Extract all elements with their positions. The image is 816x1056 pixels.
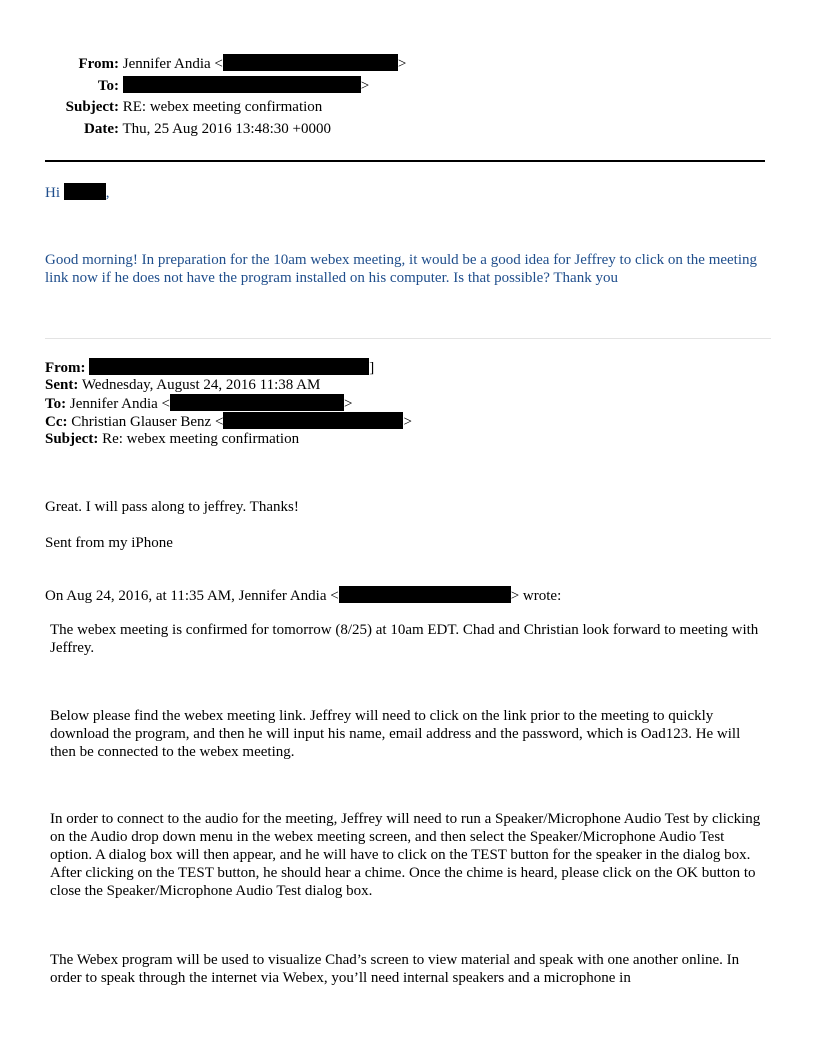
redaction-block: [123, 76, 361, 93]
header-subject: [45, 98, 322, 116]
reply-greeting-line: [45, 183, 110, 202]
header-from-close: >: [397, 56, 407, 72]
header-date-value: Thu, 25 Aug 2016 13:48:30 +0000: [122, 121, 331, 137]
quoted-sent: [45, 376, 320, 394]
redaction-block: [339, 586, 511, 603]
quoted-wrote-pre: On Aug 24, 2016, at 11:35 AM, Jennifer Andia <: [45, 588, 339, 604]
original-paragraph-4: The Webex program will be used to visualize Chad’s screen to view material and speak with one another online. In order to speak through the internet via Webex, you’ll need internal speakers and a microphone in: [50, 952, 740, 986]
quoted-cc-label: Cc:: [45, 414, 68, 430]
header-date: [45, 120, 331, 138]
quoted-cc-name: Christian Glauser Benz <: [71, 414, 224, 430]
redaction-block: [223, 54, 398, 71]
quoted-cc-close: >: [403, 414, 412, 430]
quoted-subject-value: Re: webex meeting confirmation: [102, 431, 300, 447]
header-from-label: From:: [78, 56, 119, 72]
redaction-block: [64, 183, 106, 200]
quoted-to-close: >: [343, 396, 353, 412]
quoted-to-name: Jennifer Andia <: [69, 396, 170, 412]
header-subject-label: Subject:: [65, 99, 119, 115]
redaction-block: [170, 394, 344, 411]
redaction-block: [89, 358, 369, 375]
header-to-label: To:: [97, 78, 119, 94]
quoted-from-close: ]: [369, 360, 375, 376]
quoted-subject-label: Subject:: [45, 431, 99, 447]
header-from: [45, 54, 406, 73]
reply-greeting-end: ,: [105, 185, 110, 201]
quote-divider: [45, 338, 771, 339]
header-divider: [45, 160, 765, 162]
header-to-close: >: [360, 78, 370, 94]
original-paragraph-2: Below please find the webex meeting link. Jeffrey will need to click on the link prior to the meeting to quickly download the program, and then he will input his name, email address and the password, which is Oad123. He will then be connected to the webex meeting.: [50, 708, 741, 760]
quoted-subject: [45, 430, 299, 448]
reply-greeting: Hi: [45, 185, 60, 201]
redaction-block: [223, 412, 403, 429]
quoted-to: [45, 394, 352, 413]
quoted-from: [45, 358, 374, 377]
quoted-sent-label: Sent:: [45, 377, 79, 393]
original-paragraph-3: In order to connect to the audio for the meeting, Jeffrey will need to run a Speaker/Microphone Audio Test by clicking on the Audio drop down menu in the webex meeting screen, and then select the Speaker/Microphone Audio Test option. A dialog box will then appear, and he will have to click on the TEST button for the speaker in the dialog box. After clicking on the TEST button, he should hear a chime. Once the chime is heard, please click on the OK button to close the Speaker/Microphone Audio Test dialog box.: [50, 811, 761, 899]
header-from-name: Jennifer Andia <: [122, 56, 223, 72]
quoted-from-label: From:: [45, 360, 86, 376]
quoted-sent-value: Wednesday, August 24, 2016 11:38 AM: [81, 377, 321, 393]
original-paragraph-1: The webex meeting is confirmed for tomorrow (8/25) at 10am EDT. Chad and Christian look forward to meeting with Jeffrey.: [50, 622, 759, 656]
reply-body: Good morning! In preparation for the 10am webex meeting, it would be a good idea for Jeffrey to click on the meeting link now if he does not have the program installed on his computer. Is that possible? Thank you: [45, 252, 758, 286]
quoted-line1: Great. I will pass along to jeffrey. Thanks!: [45, 499, 299, 515]
header-date-label: Date:: [84, 121, 119, 137]
quoted-to-label: To:: [45, 396, 67, 412]
header-subject-value: RE: webex meeting confirmation: [122, 99, 323, 115]
quoted-wrote-line: [45, 586, 561, 605]
quoted-line2: Sent from my iPhone: [45, 535, 173, 551]
quoted-cc: [45, 412, 412, 431]
quoted-wrote-post: > wrote:: [510, 588, 562, 604]
header-to: [45, 76, 369, 95]
